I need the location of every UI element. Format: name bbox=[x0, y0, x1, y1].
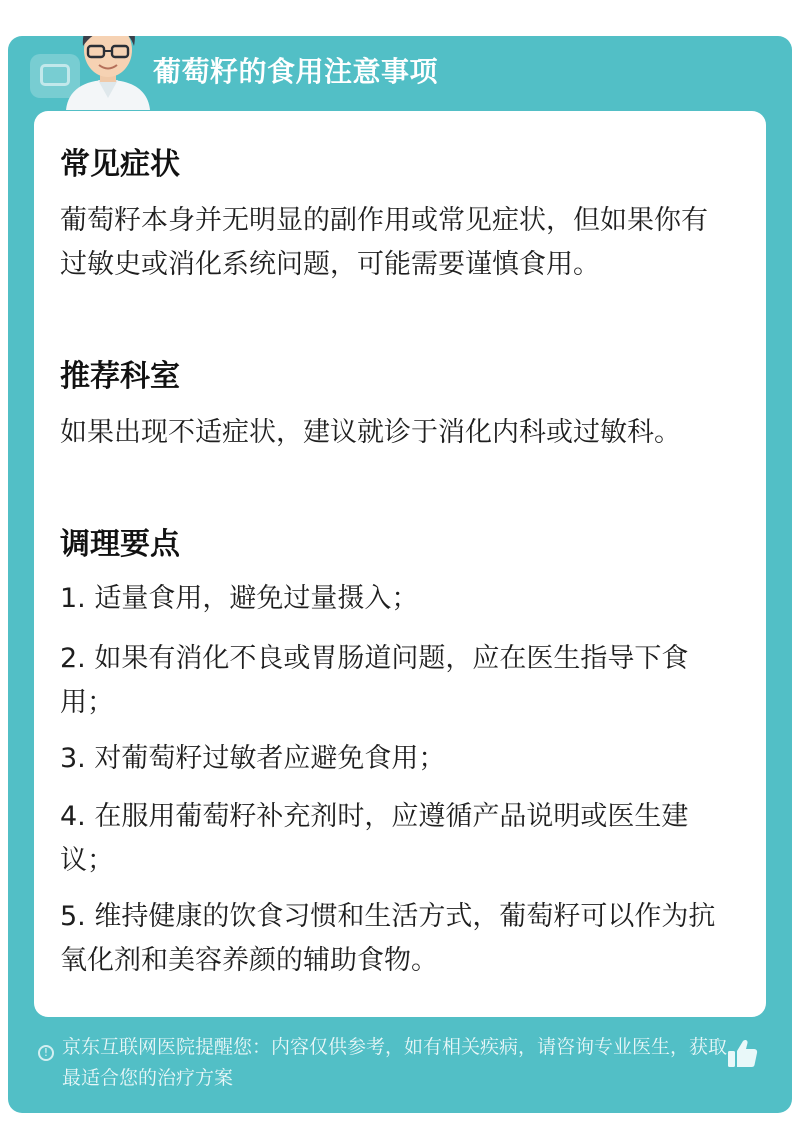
list-item: 3. 对葡萄籽过敏者应避免食用； bbox=[60, 743, 446, 774]
article-frame bbox=[8, 36, 792, 1113]
list-item: 4. 在服用葡萄籽补充剂时，应遵循产品说明或医生建议； bbox=[60, 801, 689, 876]
thumbs-up-icon[interactable] bbox=[724, 1036, 760, 1072]
disclaimer-text: 京东互联网医院提醒您：内容仅供参考，如有相关疾病，请咨询专业医生，获取最适合您的治疗方案 bbox=[62, 1036, 728, 1089]
list-item: 2. 如果有消化不良或胃肠道问题，应在医生指导下食用； bbox=[60, 643, 689, 718]
section-heading-care-tips: 调理要点 bbox=[60, 527, 180, 562]
list-item: 5. 维持健康的饮食习惯和生活方式，葡萄籽可以作为抗氧化剂和美容养颜的辅助食物。 bbox=[60, 901, 716, 976]
doctor-avatar bbox=[48, 36, 168, 110]
section-paragraph: 葡萄籽本身并无明显的副作用或常见症状，但如果你有过敏史或消化系统问题，可能需要谨慎食用。 bbox=[60, 205, 708, 280]
section-heading-department: 推荐科室 bbox=[60, 359, 180, 394]
info-icon: ! bbox=[38, 1045, 54, 1061]
content-card bbox=[34, 111, 766, 1017]
footer bbox=[8, 1026, 792, 1113]
section-paragraph: 如果出现不适症状，建议就诊于消化内科或过敏科。 bbox=[60, 417, 681, 448]
section-heading-symptoms: 常见症状 bbox=[60, 147, 180, 182]
list-item: 1. 适量食用，避免过量摄入； bbox=[60, 583, 419, 614]
header bbox=[8, 36, 792, 110]
page-title: 葡萄籽的食用注意事项 bbox=[153, 55, 439, 88]
